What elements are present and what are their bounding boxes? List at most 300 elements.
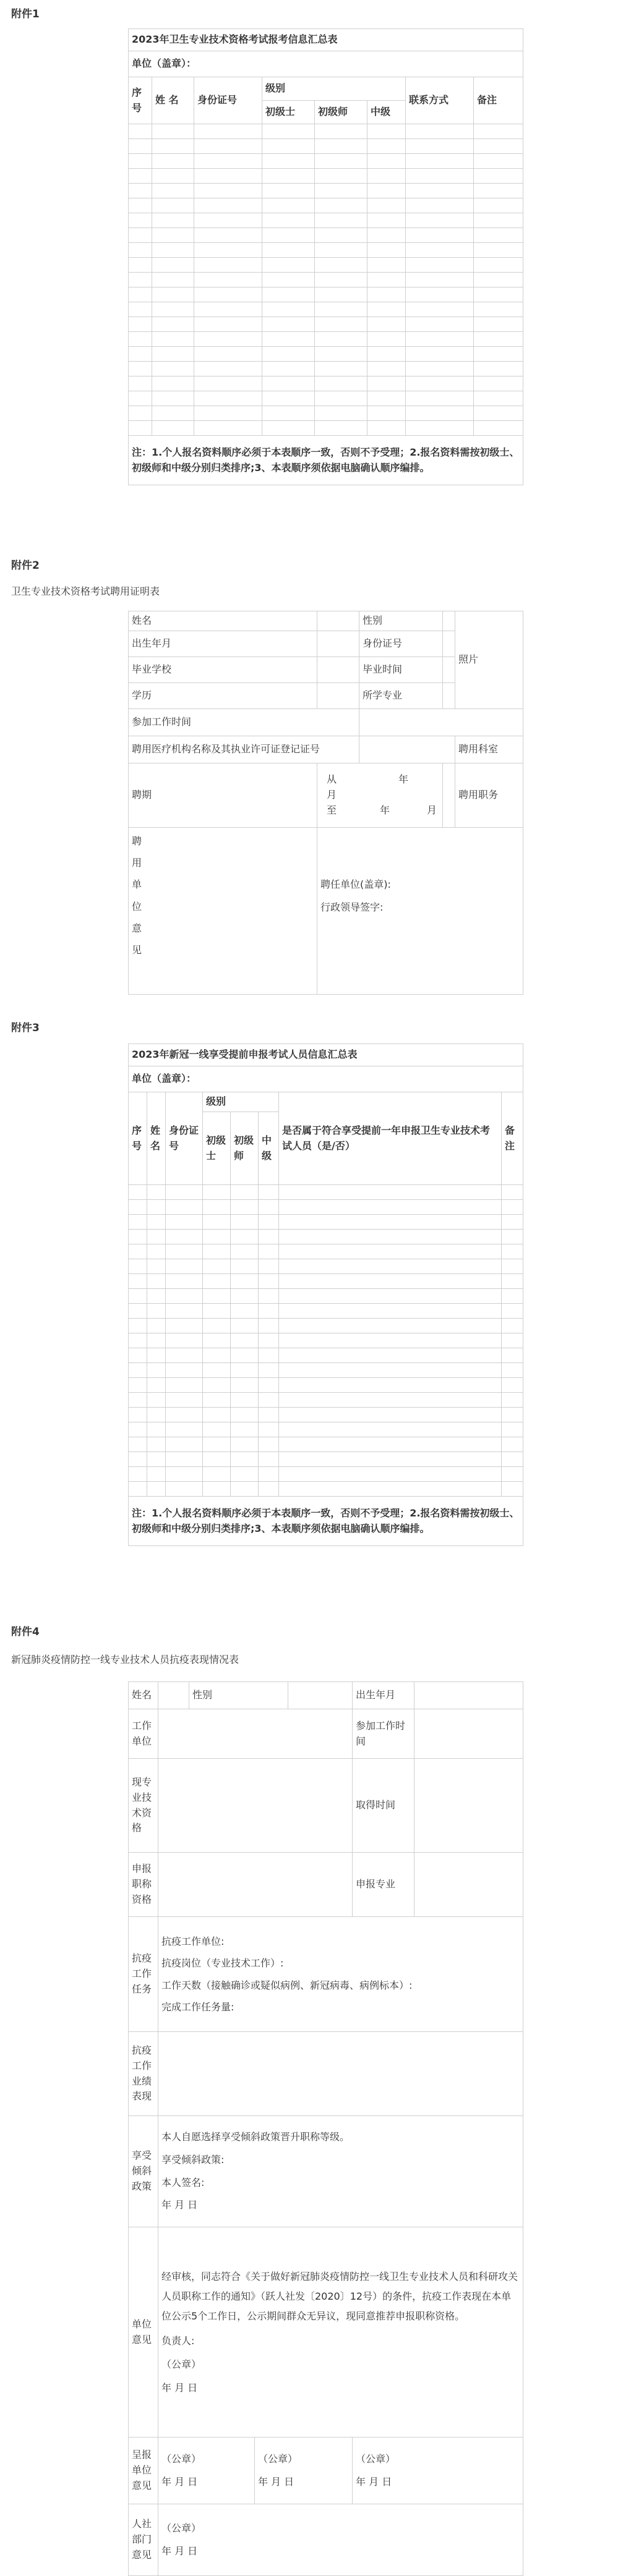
table-cell [406, 184, 474, 198]
table-cell [262, 362, 315, 376]
table-cell [194, 421, 262, 436]
table-cell [152, 243, 194, 258]
table-cell [259, 1437, 279, 1452]
table-row [129, 302, 523, 317]
table-cell [367, 302, 406, 317]
table-row [129, 1319, 523, 1333]
table-cell [315, 302, 367, 317]
table-cell [194, 198, 262, 213]
table-cell [203, 1200, 231, 1215]
task-post: 抗疫岗位（专业技术工作）: [161, 1957, 284, 1970]
table-cell [147, 1378, 166, 1393]
table-cell [166, 1408, 203, 1422]
table-cell [147, 1452, 166, 1467]
section-heading-3: 附件3 [11, 1022, 40, 1034]
table-cell [194, 139, 262, 154]
table-cell [279, 1185, 502, 1200]
table-row [129, 362, 523, 376]
table-cell [279, 1363, 502, 1378]
table-cell [231, 1408, 259, 1422]
table-cell [194, 406, 262, 421]
col-name: 姓名 [147, 1092, 166, 1185]
col-note: 备注 [502, 1092, 523, 1185]
table-cell [367, 391, 406, 406]
table-cell [129, 243, 152, 258]
col-note: 备注 [474, 77, 523, 124]
table-cell [315, 421, 367, 436]
table-cell [259, 1452, 279, 1467]
table-cell [194, 302, 262, 317]
table-cell [166, 1259, 203, 1274]
table-cell [474, 302, 523, 317]
table-row [129, 1482, 523, 1497]
col-level-2: 初级师 [231, 1112, 259, 1185]
table-cell [474, 362, 523, 376]
table-cell [502, 1289, 523, 1304]
table-cell [129, 347, 152, 362]
table-cell [203, 1437, 231, 1452]
table-cell [315, 154, 367, 169]
table-cell [166, 1289, 203, 1304]
table-cell [279, 1437, 502, 1452]
table-row [129, 258, 523, 273]
table-cell [502, 1185, 523, 1200]
table-cell [367, 376, 406, 391]
table-cell [262, 302, 315, 317]
table-cell [279, 1304, 502, 1319]
recommend-date-3: 年 月 日 [356, 2475, 392, 2488]
table-cell [152, 273, 194, 287]
table-cell [474, 184, 523, 198]
table-cell [203, 1482, 231, 1497]
table-cell [367, 317, 406, 332]
table-row [129, 376, 523, 391]
table-cell [152, 184, 194, 198]
table-cell [152, 198, 194, 213]
label-task: 抗疫工作任务 [129, 1917, 158, 2032]
table-cell [259, 1333, 279, 1348]
table-cell [502, 1452, 523, 1467]
table-cell [152, 391, 194, 406]
label-work-start: 参加工作时间 [129, 709, 359, 736]
table-cell [129, 1200, 147, 1215]
table-cell [129, 169, 152, 184]
table-cell [129, 376, 152, 391]
table-cell [262, 332, 315, 347]
table-cell [129, 1304, 147, 1319]
table-cell [194, 154, 262, 169]
table-cell [194, 287, 262, 302]
table-cell [262, 124, 315, 139]
table-cell [315, 258, 367, 273]
photo-box: 照片 [455, 611, 523, 709]
label-obtain-time: 取得时间 [353, 1759, 414, 1853]
table-cell [231, 1319, 259, 1333]
label-period: 聘期 [129, 763, 317, 828]
table-cell [259, 1244, 279, 1259]
table-cell [231, 1482, 259, 1497]
table-cell [406, 243, 474, 258]
table-cell [129, 391, 152, 406]
table-cell [147, 1348, 166, 1363]
policy-text: 本人自愿选择享受倾斜政策晋升职称等级。 [161, 2130, 350, 2143]
table-cell [367, 139, 406, 154]
table-cell [279, 1259, 502, 1274]
table-cell [152, 139, 194, 154]
table-cell [474, 406, 523, 421]
table-cell [194, 362, 262, 376]
unit-date: 年 月 日 [161, 2381, 198, 2394]
table-cell [194, 184, 262, 198]
policy-choice: 享受倾斜政策: [161, 2153, 225, 2166]
table-row [129, 391, 523, 406]
table-cell [367, 154, 406, 169]
table-cell [203, 1259, 231, 1274]
table-cell [315, 273, 367, 287]
table-cell [129, 258, 152, 273]
table-cell [147, 1319, 166, 1333]
table-cell [406, 362, 474, 376]
table-cell [367, 213, 406, 228]
label-hr: 人社部门意见 [129, 2504, 158, 2576]
table-cell [231, 1185, 259, 1200]
table-cell [147, 1467, 166, 1482]
table-cell [231, 1437, 259, 1452]
label-education: 学历 [129, 683, 317, 709]
table-cell [502, 1467, 523, 1482]
table-cell [367, 169, 406, 184]
table-cell [259, 1378, 279, 1393]
table-cell [315, 139, 367, 154]
label-current-qual: 现专业技术资格 [129, 1759, 158, 1853]
table-cell [203, 1348, 231, 1363]
label-school: 毕业学校 [129, 657, 317, 683]
table-cell [502, 1393, 523, 1408]
table-cell [194, 391, 262, 406]
table-cell [367, 362, 406, 376]
table-cell [279, 1319, 502, 1333]
table-cell [129, 1215, 147, 1230]
table-cell [129, 1185, 147, 1200]
table-cell [259, 1185, 279, 1200]
table-row [129, 406, 523, 421]
table-cell [129, 154, 152, 169]
table-cell [129, 1378, 147, 1393]
table-cell [203, 1408, 231, 1422]
table-cell [203, 1185, 231, 1200]
table-cell [152, 213, 194, 228]
table-cell [129, 1408, 147, 1422]
table-cell [474, 243, 523, 258]
table-cell [152, 258, 194, 273]
table-cell [279, 1378, 502, 1393]
col-seq: 序号 [129, 77, 152, 124]
table-cell [166, 1200, 203, 1215]
table-row [129, 332, 523, 347]
policy-date: 年 月 日 [161, 2199, 198, 2211]
table-cell [203, 1452, 231, 1467]
table-cell [315, 228, 367, 243]
table-row [129, 1289, 523, 1304]
table-cell [194, 124, 262, 139]
table-cell [166, 1422, 203, 1437]
table-cell [129, 1363, 147, 1378]
table-cell [406, 376, 474, 391]
table-cell [147, 1289, 166, 1304]
table-cell [166, 1333, 203, 1348]
table-cell [502, 1319, 523, 1333]
table-cell [203, 1215, 231, 1230]
table-row [129, 421, 523, 436]
table-row [129, 228, 523, 243]
table-cell [166, 1185, 203, 1200]
table-cell [129, 302, 152, 317]
table-cell [502, 1274, 523, 1289]
table-row [129, 198, 523, 213]
table-row [129, 1304, 523, 1319]
table-cell [147, 1274, 166, 1289]
table-cell [502, 1230, 523, 1244]
table-row [129, 1200, 523, 1215]
table-cell [166, 1393, 203, 1408]
table-cell [203, 1378, 231, 1393]
table-cell [203, 1274, 231, 1289]
table-cell [406, 317, 474, 332]
label-idno: 身份证号 [359, 631, 443, 657]
seal-label: 聘任单位(盖章): [320, 878, 391, 890]
table-cell [279, 1289, 502, 1304]
table-cell [259, 1319, 279, 1333]
table-cell [203, 1422, 231, 1437]
table-cell [231, 1363, 259, 1378]
table-cell [194, 169, 262, 184]
table-cell [367, 421, 406, 436]
table-cell [166, 1274, 203, 1289]
table-cell [129, 1348, 147, 1363]
table-cell [166, 1230, 203, 1244]
table-cell [315, 332, 367, 347]
table-cell [502, 1378, 523, 1393]
table-cell [259, 1422, 279, 1437]
label-opinion: 聘用单位意见 [129, 828, 317, 995]
table-cell [367, 228, 406, 243]
col-level-3: 中级 [259, 1112, 279, 1185]
table-cell [231, 1393, 259, 1408]
table-row [129, 1215, 523, 1230]
label-hire-inst: 聘用医疗机构名称及其执业许可证登记证号 [129, 736, 359, 763]
section-heading-1: 附件1 [11, 8, 40, 20]
table-cell [406, 406, 474, 421]
table-cell [262, 287, 315, 302]
table-cell [147, 1437, 166, 1452]
table-cell [147, 1363, 166, 1378]
table-cell [203, 1230, 231, 1244]
table-cell [129, 421, 152, 436]
table-row [129, 1408, 523, 1422]
table-cell [279, 1200, 502, 1215]
table-cell [129, 1333, 147, 1348]
table-cell [259, 1304, 279, 1319]
hr-date: 年 月 日 [161, 2544, 198, 2557]
table-cell [315, 391, 367, 406]
unit-opinion-text: 经审核，同志符合《关于做好新冠肺炎疫情防控一线卫生专业技术人员和科研攻关人员职称工作的通知》（跃人社发〔2020〕12号）的条件，抗疫工作表现在本单位公示5个工作日，公示期间群众无异议，现同意推荐申报职称资格。 [161, 2270, 518, 2322]
anti-epidemic-performance-table [128, 1681, 523, 2576]
exam-summary-table [128, 28, 523, 485]
table-cell [279, 1467, 502, 1482]
employment-certificate-table [128, 611, 523, 995]
table-cell [279, 1230, 502, 1244]
table-cell [129, 287, 152, 302]
table-cell [367, 184, 406, 198]
table-cell [129, 406, 152, 421]
table-cell [279, 1408, 502, 1422]
table-cell [502, 1422, 523, 1437]
table-cell [367, 258, 406, 273]
table-cell [203, 1363, 231, 1378]
label-hire-post: 聘用职务 [455, 763, 523, 828]
table-row [129, 1437, 523, 1452]
table-cell [129, 124, 152, 139]
table-cell [279, 1422, 502, 1437]
table-cell [129, 1274, 147, 1289]
table-cell [474, 213, 523, 228]
table-cell [203, 1304, 231, 1319]
table-cell [262, 228, 315, 243]
label-policy: 享受倾斜政策 [129, 2116, 158, 2227]
recommend-date-1: 年 月 日 [161, 2475, 198, 2488]
table-cell [129, 198, 152, 213]
table-row [129, 347, 523, 362]
table-cell [129, 273, 152, 287]
table-cell [129, 317, 152, 332]
table-cell [147, 1333, 166, 1348]
table-cell [231, 1333, 259, 1348]
table-cell [166, 1215, 203, 1230]
table-cell [259, 1230, 279, 1244]
table-cell [129, 1482, 147, 1497]
table-cell [367, 406, 406, 421]
table-cell [147, 1200, 166, 1215]
table-cell [152, 332, 194, 347]
table-cell [474, 317, 523, 332]
covid-summary-table [128, 1044, 523, 1546]
table-cell [152, 317, 194, 332]
table-cell [129, 213, 152, 228]
table-cell [194, 243, 262, 258]
table-cell [152, 421, 194, 436]
table-cell [152, 124, 194, 139]
table-cell [166, 1244, 203, 1259]
table-cell [367, 243, 406, 258]
table-cell [231, 1289, 259, 1304]
table-row [129, 243, 523, 258]
table-cell [367, 287, 406, 302]
table-cell [262, 391, 315, 406]
leader-sign-label: 行政领导签字: [320, 901, 384, 913]
table-row [129, 1230, 523, 1244]
table-cell [262, 421, 315, 436]
label-birth: 出生年月 [353, 1682, 414, 1709]
table-cell [166, 1437, 203, 1452]
col-id: 身份证号 [194, 77, 262, 124]
table-cell [474, 421, 523, 436]
table-row [129, 287, 523, 302]
table-row [129, 1259, 523, 1274]
table-cell [502, 1348, 523, 1363]
col-seq: 序号 [129, 1092, 147, 1185]
table-cell [474, 154, 523, 169]
table-cell [406, 302, 474, 317]
table-cell [147, 1244, 166, 1259]
table-cell [147, 1215, 166, 1230]
table-cell [231, 1422, 259, 1437]
table-cell [166, 1304, 203, 1319]
table-cell [194, 347, 262, 362]
recommend-seal-1: （公章） [161, 2452, 202, 2465]
table-cell [502, 1437, 523, 1452]
table-cell [474, 258, 523, 273]
label-apply-major: 申报专业 [353, 1853, 414, 1917]
table-cell [129, 1259, 147, 1274]
table-cell [315, 347, 367, 362]
col-level-3: 中级 [367, 101, 406, 124]
table-cell [502, 1363, 523, 1378]
table-cell [152, 347, 194, 362]
table-cell [194, 213, 262, 228]
table-cell [474, 169, 523, 184]
table-cell [203, 1467, 231, 1482]
table-cell [147, 1185, 166, 1200]
table-cell [474, 347, 523, 362]
table-cell [147, 1422, 166, 1437]
section-heading-2: 附件2 [11, 559, 40, 572]
table-cell [262, 258, 315, 273]
table-cell [129, 362, 152, 376]
table-cell [231, 1200, 259, 1215]
table-cell [474, 228, 523, 243]
table-cell [315, 317, 367, 332]
table-row [129, 1274, 523, 1289]
label-name: 姓名 [129, 611, 317, 631]
label-birth: 出生年月 [129, 631, 317, 657]
table-cell [259, 1200, 279, 1215]
table-cell [262, 154, 315, 169]
table-cell [231, 1215, 259, 1230]
label-major: 所学专业 [359, 683, 443, 709]
table-row [129, 184, 523, 198]
policy-sign: 本人签名: [161, 2176, 205, 2188]
col-contact: 联系方式 [406, 77, 474, 124]
table-cell [166, 1452, 203, 1467]
table-cell [279, 1348, 502, 1363]
table-cell [147, 1393, 166, 1408]
table-cell [279, 1452, 502, 1467]
table-cell [166, 1482, 203, 1497]
task-done: 完成工作任务量: [161, 2000, 234, 2013]
table-cell [279, 1215, 502, 1230]
table-cell [147, 1230, 166, 1244]
hr-seal: （公章） [161, 2522, 202, 2534]
table-cell [129, 1437, 147, 1452]
recommend-date-2: 年 月 日 [258, 2475, 294, 2488]
table-cell [231, 1230, 259, 1244]
table-cell [194, 376, 262, 391]
table-cell [147, 1259, 166, 1274]
table-cell [231, 1244, 259, 1259]
table-cell [203, 1393, 231, 1408]
task-unit: 抗疫工作单位: [161, 1936, 225, 1948]
col-level-1: 初级士 [203, 1112, 231, 1185]
